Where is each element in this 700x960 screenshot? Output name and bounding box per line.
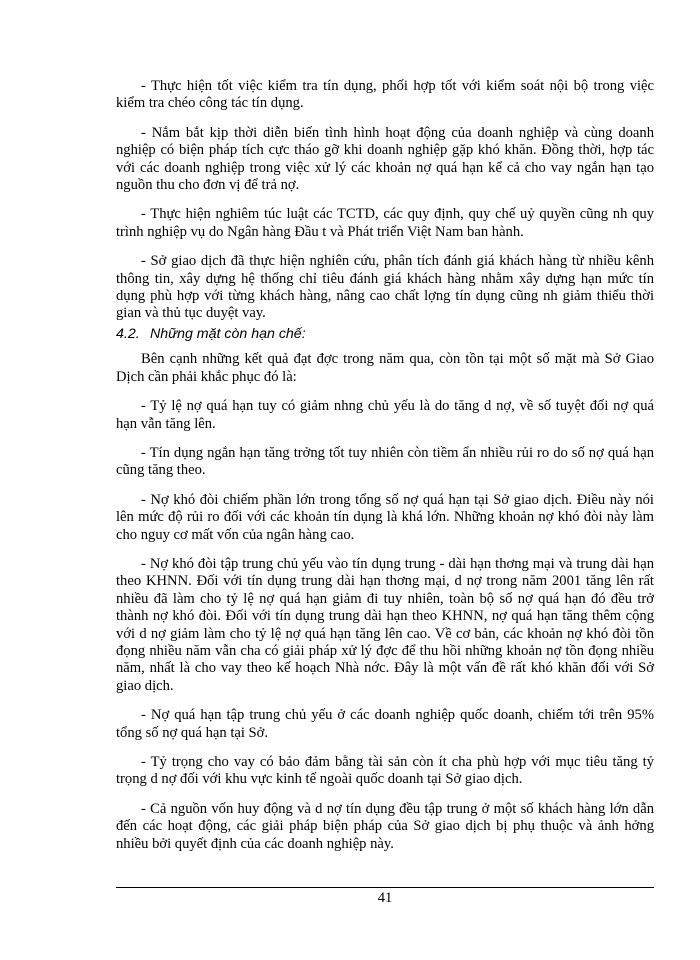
paragraph-overdue-ratio: - Tỷ lệ nợ quá hạn tuy có giảm nhng chủ yếu là do tăng d nợ, về số tuyệt đối nợ quá hạn vẫn tăng lên. <box>116 398 654 432</box>
paragraph-intro: Bên cạnh những kết quả đạt đợc trong năm qua, còn tồn tại một số mặt mà Sở Giao Dịch cần phải khắc phục đó là: <box>116 351 654 385</box>
paragraph-state-enterprises: - Nợ quá hạn tập trung chủ yếu ở các doanh nghiệp quốc doanh, chiếm tới trên 95% tổng số nợ quá hạn tại Sở. <box>116 707 654 741</box>
body-text <box>116 78 654 865</box>
paragraph-short-term-credit: - Tín dụng ngắn hạn tăng trởng tốt tuy nhiên còn tiềm ẩn nhiều rủi ro do số nợ quá hạn cũng tăng theo. <box>116 444 654 479</box>
paragraph-secured-loans: - Tỷ trọng cho vay có bảo đảm bằng tài sản còn ít cha phù hợp với mục tiêu tăng tỷ trọng d nợ đối với khu vực kinh tế ngoài quốc doanh tại Sở giao dịch. <box>116 754 654 788</box>
paragraph-credit-inspection: - Thực hiện tốt việc kiểm tra tín dụng, phối hợp tốt với kiểm soát nội bộ trong việc kiểm tra chéo công tác tín dụng. <box>116 78 654 112</box>
paragraph-bad-debt-share: - Nợ khó đòi chiếm phần lớn trong tổng số nợ quá hạn tại Sở giao dịch. Điều này nói lên mức độ rủi ro đối với các khoản tín dụng là khá lớn. Những khoản nợ khó đòi này làm cho nguy cơ mất vốn của ngân hàng cao. <box>116 491 654 543</box>
paragraph-customer-evaluation: - Sở giao dịch đã thực hiện nghiên cứu, phân tích đánh giá khách hàng từ nhiều kênh thông tin, xây dựng hệ thống chỉ tiêu đánh giá khách hàng nhằm xây dựng hạn mức tín dụng phù hợp với từng khách hàng, nâng cao chất lợng tín dụng cũng nh giảm thiểu thời gian và thủ tục duyệt vay. <box>116 253 654 322</box>
section-title: Những mặt còn hạn chế: <box>149 325 306 342</box>
section-heading <box>116 326 654 343</box>
footer-divider <box>116 887 654 888</box>
paragraph-regulation-compliance: - Thực hiện nghiêm túc luật các TCTD, các quy định, quy chế uỷ quyền cũng nh quy trình nghiệp vụ do Ngân hàng Đầu t và Phát triển Việt Nam ban hành. <box>116 206 654 240</box>
section-number: 4.2. <box>116 325 140 342</box>
paragraph-bad-debt-medium-long-term: - Nợ khó đòi tập trung chủ yếu vào tín dụng trung - dài hạn thơng mại và trung dài hạn theo KHNN. Đối với tín dụng trung dài hạn thơng mại, d nợ trong năm 2001 tăng lên rất nhiều đã làm cho tỷ lệ nợ quá hạn giảm đi tuy nhiên, toàn bộ số nợ quá hạn đó đều trở thành nợ khó đòi. Đối với tín dụng trung dài hạn theo KHNN, nợ quá hạn tăng thêm cộng với d nợ giảm làm cho tỷ lệ nợ quá hạn tăng lên cao. Về cơ bản, các khoản nợ khó đòi tồn đọng nhiều năm vẫn cha có giải pháp xử lý đợc để thu hồi những khoản nợ tồn đọng nhiều năm, nhất là cho vay theo kế hoạch Nhà nớc. Đây là một vấn đề rất khó khăn đối với Sở giao dịch. <box>116 555 654 694</box>
page-number: 41 <box>377 890 393 906</box>
paragraph-concentration: - Cả nguồn vốn huy động và d nợ tín dụng đều tập trung ở một số khách hàng lớn dẫn đến các hoạt động, các giải pháp biện pháp của Sở giao dịch bị phụ thuộc và ảnh hởng nhiều bởi quyết định của các doanh nghiệp này. <box>116 800 654 852</box>
paragraph-enterprise-support: - Nắm bắt kịp thời diễn biến tình hình hoạt động của doanh nghiệp và cùng doanh nghiệp có biện pháp tích cực tháo gỡ khi doanh nghiệp gặp khó khăn. Đồng thời, hợp tác với các doanh nghiệp trong việc xử lý các khoản nợ quá hạn kể cả cho vay ngắn hạn tạo nguồn thu cho đơn vị để trả nợ. <box>116 124 654 194</box>
